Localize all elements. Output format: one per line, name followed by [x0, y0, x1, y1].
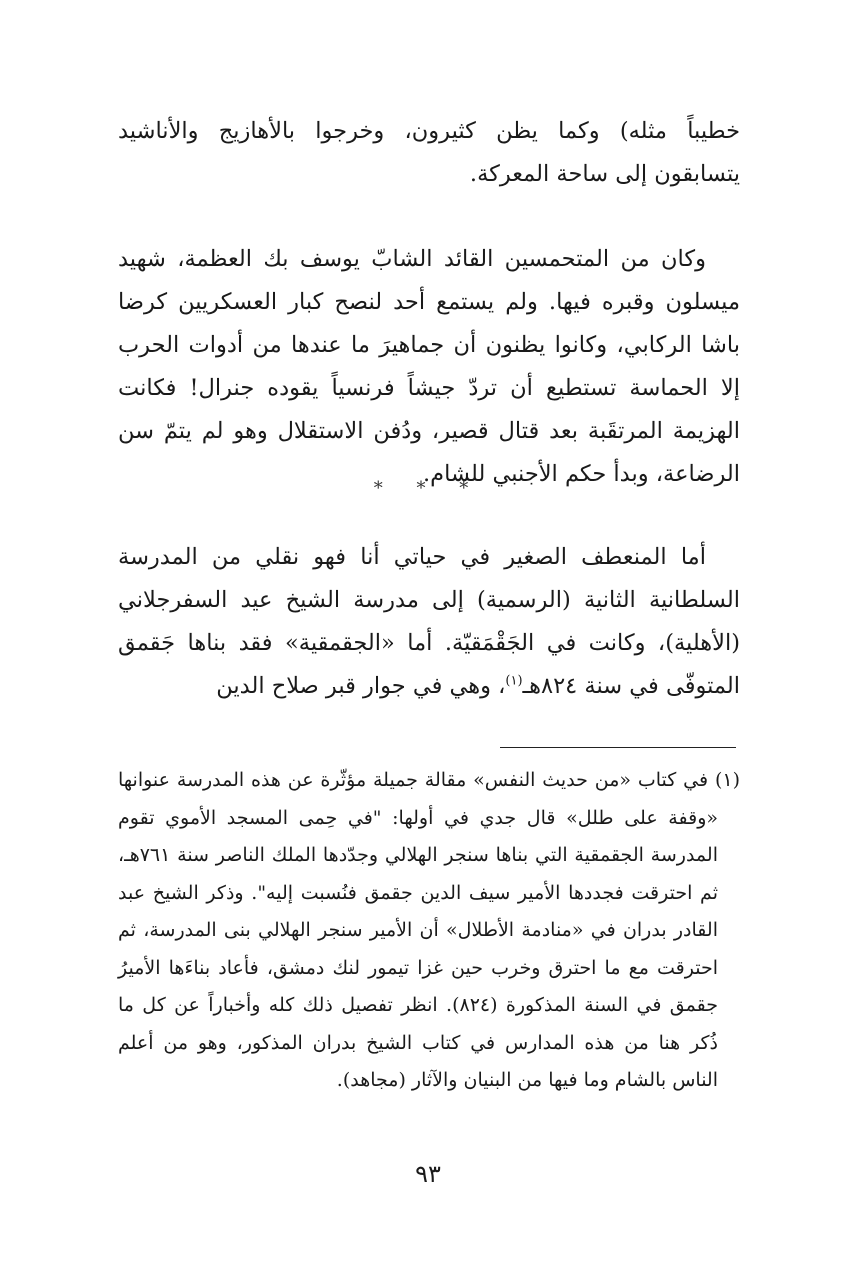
paragraph-2 [118, 238, 740, 496]
section-separator: * * * [373, 478, 483, 499]
footnote-marker[interactable]: (١) [505, 673, 523, 689]
paragraph-3-text [118, 536, 740, 708]
page-number: ٩٣ [415, 1160, 441, 1188]
footnote-text: (١) في كتاب «من حديث النفس» مقالة جميلة مؤثّرة عن هذه المدرسة عنوانها «وقفة على طلل» قال جدي في أولها: "في حِمى المسجد الأموي تقوم المدرسة الجقمقية التي بناها سنجر الهلالي وجدّدها الملك الناصر سنة ٧٦١هـ، ثم احترقت فجددها الأمير سيف الدين جقمق فنُسبت إليه". وذكر الشيخ عبد القادر بدران في «منادمة الأطلال» أن الأمير سنجر الهلالي بنى المدرسة، ثم احترقت مع ما احترق وخرب حين غزا تيمور لنك دمشق، فأعاد بناءَها الأميرُ جقمق في السنة المذكورة (٨٢٤). انظر تفصيل ذلك كله وأخباراً عن كل ما ذُكر هنا من هذه المدارس في كتاب الشيخ بدران المذكور، وهو من أعلم الناس بالشام وما فيها من البنيان والآثار (مجاهد). [118, 769, 740, 1091]
paragraph-1 [118, 110, 740, 196]
footnote-divider [500, 747, 736, 748]
paragraph-3-text-before: أما المنعطف الصغير في حياتي أنا فهو نقلي من المدرسة السلطانية الثانية (الرسمية) إلى مدرسة الشيخ عيد السفرجلاني (الأهلية)، وكانت في الجَقْمَقيّة. أما «الجقمقية» فقد بناها جَقمق المتوفّى في سنة ٨٢٤هـ [118, 544, 740, 699]
footnote [118, 762, 740, 1100]
paragraph-1-text: خطيباً مثله) وكما يظن كثيرون، وخرجوا بالأهازيج والأناشيد يتسابقون إلى ساحة المعركة. [118, 118, 740, 187]
paragraph-3 [118, 536, 740, 708]
paragraph-2-text: وكان من المتحمسين القائد الشابّ يوسف بك العظمة، شهيد ميسلون وقبره فيها. ولم يستمع أحد لنصح كبار العسكريين كرضا باشا الركابي، وكانوا يظنون أن جماهيرَ ما عندها من أدوات الحرب إلا الحماسة تستطيع أن تردّ جيشاً فرنسياً يقوده جنرال! فكانت الهزيمة المرتقَبة بعد قتال قصير، ودُفن الاستقلال وهو لم يتمّ سن الرضاعة، وبدأ حكم الأجنبي للشام. [118, 246, 740, 487]
paragraph-3-text-after: ، وهي في جوار قبر صلاح الدين [216, 673, 506, 699]
